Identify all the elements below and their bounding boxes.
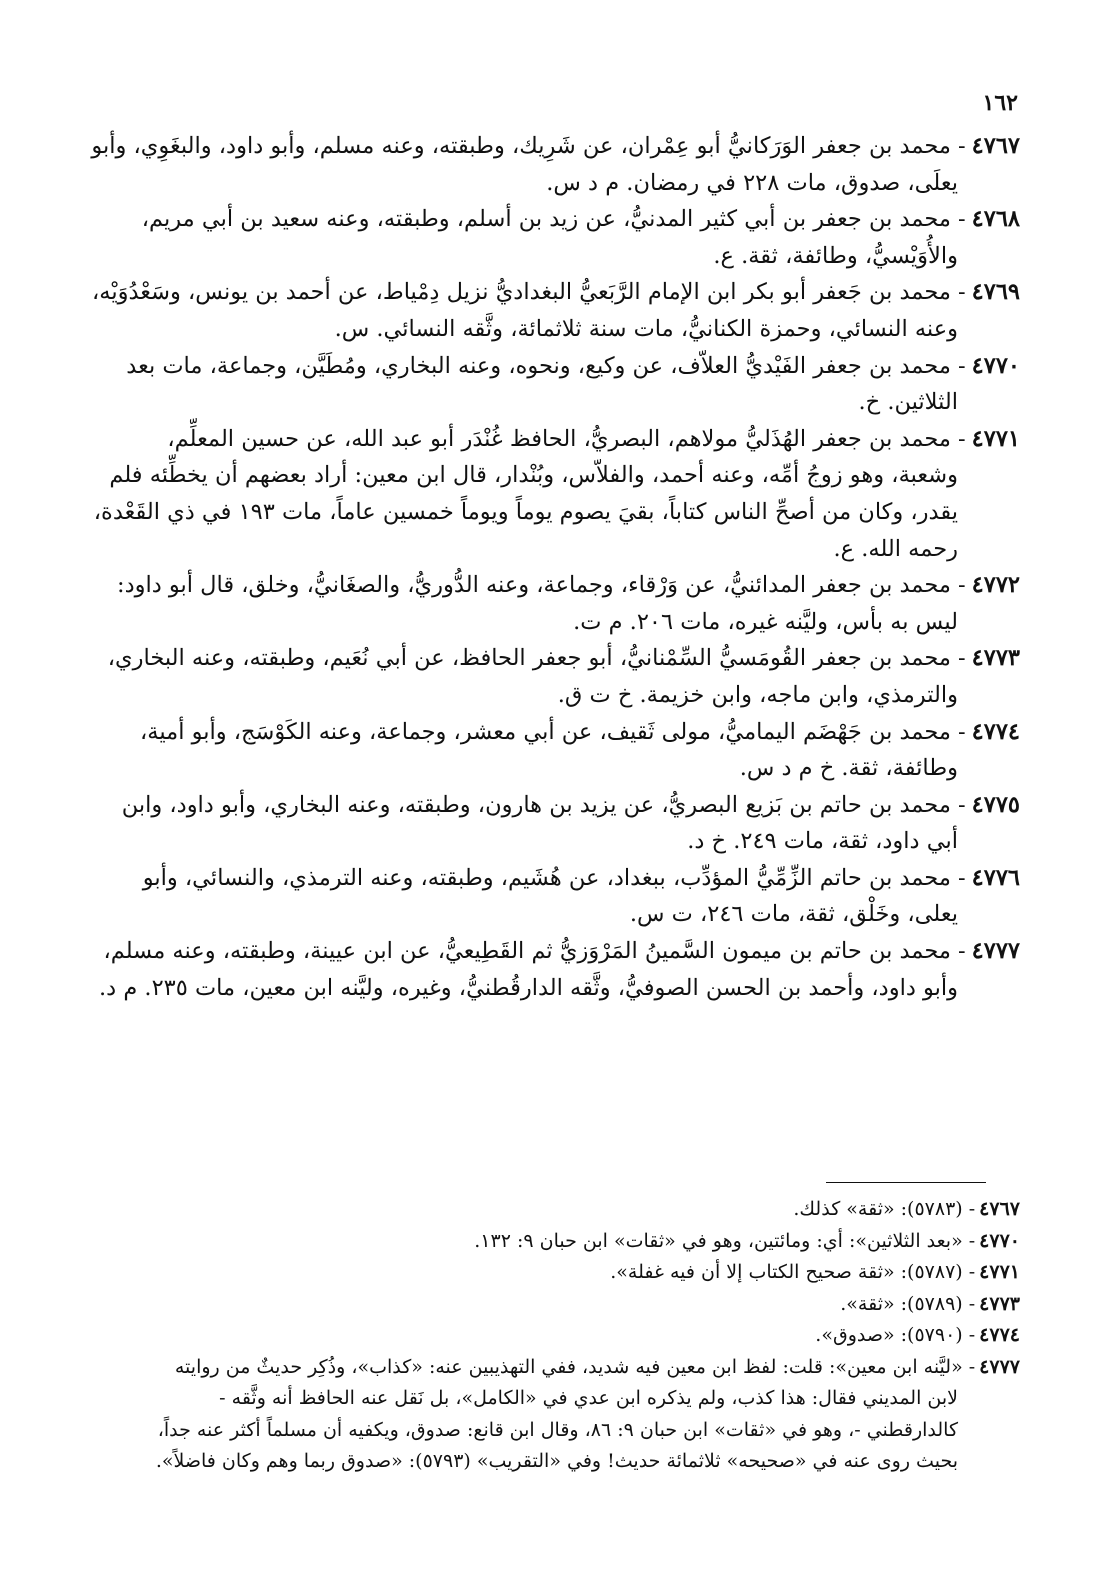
footnote-number: ٤٧٦٧: [979, 1198, 1020, 1220]
footnote: [90, 1320, 1020, 1352]
entry-number: ٤٧٧٠: [971, 352, 1020, 379]
entry-continuation: ليس به بأس، وليَّنه غيره، مات ٢٠٦. م ت.: [573, 608, 958, 635]
entry: [90, 640, 1020, 713]
entry-continuation: وأبو داود، وأحمد بن الحسن الصوفيُّ، وثَّقه الدارقُطنيُّ، وغيره، وليَّنه ابن معين، مات ٢٣٥. م د.: [99, 974, 958, 1001]
entry: [90, 860, 1020, 933]
entry-continuation: وطائفة، ثقة. خ م د س.: [739, 755, 958, 782]
entry-continuation: رحمه الله. ع.: [833, 535, 958, 562]
entry-number: ٤٧٧٤: [971, 718, 1020, 745]
entry-number: ٤٧٧١: [971, 425, 1020, 452]
entry-text: - محمد بن حاتم بن بَزيع البصريُّ، عن يزيد بن هارون، وطبقته، وعنه البخاري، وأبو داود، وابن: [121, 791, 966, 818]
footnote-separator: [826, 1182, 986, 1183]
entry-text: - محمد بن جعفر المدائنيُّ، عن وَرْقاء، وجماعة، وعنه الدُّوريُّ، والصغَانيُّ، وخلق، قال أبو داود:: [116, 572, 966, 599]
footnote-number: ٤٧٧٤: [979, 1324, 1020, 1346]
entry-text: - محمد بن جعفر الفَيْديُّ العلاّف، عن وكيع، ونحوه، وعنه البخاري، ومُطَيَّن، وجماعة، مات بعد: [126, 352, 966, 379]
entry-continuation: والأُوَيْسيُّ، وطائفة، ثقة. ع.: [713, 242, 958, 269]
entry: [90, 201, 1020, 274]
entry: [90, 128, 1020, 201]
footnote: [90, 1226, 1020, 1258]
entry-text: - محمد بن جعفر بن أبي كثير المدنيُّ، عن زيد بن أسلم، وطبقته، وعنه سعيد بن أبي مريم،: [141, 206, 966, 233]
footnote: [90, 1257, 1020, 1289]
entry-continuation: يقدر، وكان من أصحِّ الناس كتاباً، بقيَ يصوم يوماً ويوماً خمسين عاماً، مات ١٩٣ في ذي القَعْدة،: [93, 498, 958, 525]
entry: [90, 274, 1020, 347]
entry-number: ٤٧٦٨: [971, 206, 1020, 233]
footnote-continuation: لابن المديني فقال: هذا كذب، ولم يذكره ابن عدي في «الكامل»، بل نَقل عنه الحافظ أنه وثَّقه -: [219, 1387, 958, 1409]
entry-text: - محمد بن جعفر الهُذَليُّ مولاهم، البصريُّ، الحافظ غُنْدَر أبو عبد الله، عن حسين المعلِّم،: [167, 425, 966, 452]
entry-number: ٤٧٧٣: [971, 645, 1020, 672]
entry: [90, 714, 1020, 787]
footnote-number: ٤٧٧٠: [979, 1229, 1020, 1252]
entry-continuation: وشعبة، وهو زوجُ أمِّه، وعنه أحمد، والفلاّس، وبُنْدار، قال ابن معين: أراد بعضهم أن يخطِّئه فلم: [109, 462, 958, 489]
footnotes: [90, 1194, 1020, 1478]
footnote: [90, 1194, 1020, 1226]
entry-number: ٤٧٧٧: [971, 938, 1020, 965]
entry-continuation: والترمذي، وابن ماجه، وابن خزيمة. خ ت ق.: [557, 681, 958, 708]
footnote-text: - (٥٧٩٠): «صدوق».: [815, 1324, 976, 1346]
entry-continuation: أبي داود، ثقة، مات ٢٤٩. خ د.: [687, 828, 958, 855]
entry-text: - محمد بن جَهْضَم اليماميُّ، مولى ثَقيف، عن أبي معشر، وجماعة، وعنه الكَوْسَج، وأبو أمية،: [140, 718, 966, 745]
entry-text: - محمد بن حاتم بن ميمون السَّمينُ المَرْوَزيُّ ثم القَطِيعيُّ، عن ابن عيينة، وطبقته، وعنه مسلم،: [103, 938, 966, 965]
entry-continuation: وعنه النسائي، وحمزة الكنانيُّ، مات سنة ثلاثمائة، وثَّقه النسائي. س.: [334, 315, 958, 342]
footnote-number: ٤٧٧٣: [979, 1292, 1020, 1315]
footnote-continuation: كالدارقطني -، وهو في «ثقات» ابن حبان ٩: ٨٦، وقال ابن قانع: صدوق، ويكفيه أن مسلماً أكثر عنه جداً،: [157, 1418, 958, 1441]
footnote: [90, 1289, 1020, 1321]
footnote: [90, 1352, 1020, 1478]
entry-number: ٤٧٧٢: [971, 572, 1020, 599]
footnote-text: - (٥٧٨٧): «ثقة صحيح الكتاب إلا أن فيه غفلة».: [610, 1261, 976, 1283]
entry-text: - محمد بن جَعفر أبو بكر ابن الإمام الرَّبَعيُّ البغداديُّ نزيل دِمْياط، عن أحمد بن يونس، وسَعْدُوَيْه،: [92, 279, 966, 306]
footnote-text: - «ليَّنه ابن معين»: قلت: لفظ ابن معين فيه شديد، ففي التهذيبين عنه: «كذاب»، وذُكِر حديثٌ من روايته: [174, 1355, 976, 1378]
entry: [90, 348, 1020, 421]
entry-continuation: يعلَى، صدوق، مات ٢٢٨ في رمضان. م د س.: [546, 169, 958, 196]
footnote-text: - (٥٧٨٣): «ثقة» كذلك.: [793, 1198, 976, 1220]
footnote-text: - «بعد الثلاثين»: أي: ومائتين، وهو في «ثقات» ابن حبان ٩: ١٣٢.: [474, 1229, 976, 1252]
entry: [90, 787, 1020, 860]
biography-entries: [90, 128, 1020, 1006]
entry: [90, 567, 1020, 640]
entry-continuation: الثلاثين. خ.: [858, 389, 958, 416]
footnote-text: - (٥٧٨٩): «ثقة».: [840, 1292, 976, 1315]
entry: [90, 421, 1020, 567]
footnote-continuation: بحيث روى عنه في «صحيحه» ثلاثمائة حديث! وفي «التقريب» (٥٧٩٣): «صدوق ربما وهم وكان فاضلاً».: [155, 1450, 958, 1472]
entry-text: - محمد بن جعفر القُومَسيُّ السِّمْنانيُّ، أبو جعفر الحافظ، عن أبي نُعَيم، وطبقته، وعنه البخاري،: [107, 645, 966, 672]
page-number: ١٦٢: [982, 90, 1018, 116]
entry: [90, 933, 1020, 1006]
footnote-number: ٤٧٧٧: [979, 1355, 1020, 1378]
entry-continuation: يعلى، وخَلْق، ثقة، مات ٢٤٦، ت س.: [629, 901, 958, 928]
entry-number: ٤٧٦٩: [971, 279, 1020, 306]
entry-number: ٤٧٧٦: [971, 864, 1020, 891]
entry-text: - محمد بن حاتم الزِّمِّيُّ المؤدِّب، ببغداد، عن هُشَيم، وطبقته، وعنه الترمذي، والنسائي، وأبو: [142, 864, 966, 891]
footnote-number: ٤٧٧١: [979, 1261, 1020, 1283]
entry-number: ٤٧٦٧: [971, 133, 1020, 159]
entry-text: - محمد بن جعفر الوَرَكانيُّ أبو عِمْران، عن شَرِيك، وطبقته، وعنه مسلم، وأبو داود، والبغَوِي، وأبو: [91, 133, 966, 159]
entry-number: ٤٧٧٥: [971, 791, 1020, 818]
